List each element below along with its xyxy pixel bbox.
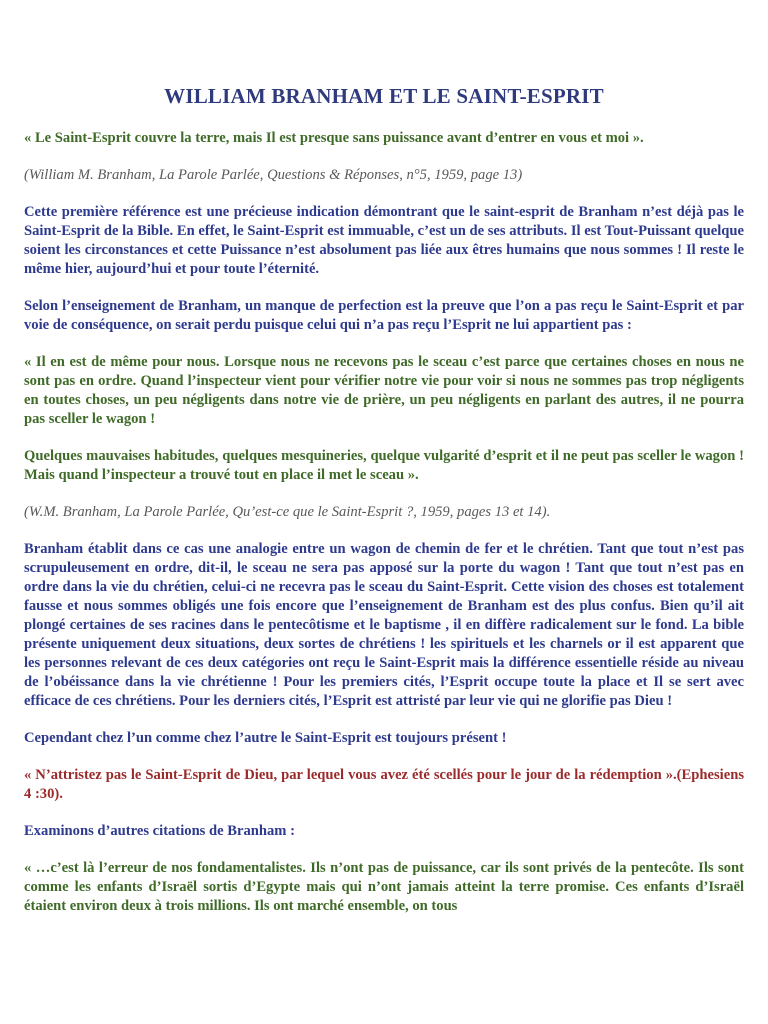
quote-paragraph-2: « Il en est de même pour nous. Lorsque nous ne recevons pas le sceau c’est parce que certaines choses en nous ne sont pas en ordre. Quand l’inspecteur vient pour vérifier notre vie pour voir si nous ne sommes pas trop négligents en toutes choses, un peu négligents dans notre vie de prière, un peu négligents en parlant des autres, il ne pourra pas sceller le wagon ! <box>24 354 744 427</box>
quote-paragraph-1: « Le Saint-Esprit couvre la terre, mais Il est presque sans puissance avant d’entrer en vous et moi ». <box>24 130 644 146</box>
page-title: WILLIAM BRANHAM ET LE SAINT-ESPRIT <box>164 84 604 108</box>
scripture-quote: « N’attristez pas le Saint-Esprit de Dieu, par lequel vous avez été scellés pour le jour de la rédemption ».(Ephesiens 4 :30). <box>24 767 744 802</box>
body-paragraph-1: Cette première référence est une précieuse indication démontrant que le saint-esprit de Branham n’est déjà pas le Saint-Esprit de la Bible. En effet, le Saint-Esprit est immuable, c’est un de ses attributs. Il est Tout-Puissant quelque soient les circonstances et cette Puissance n’est absolument pas liée aux êtres humains que nous sommes ! Il reste le même hier, aujourd’hui et pour toute l’éternité. <box>24 204 745 277</box>
reference-citation-1: (William M. Branham, La Parole Parlée, Questions & Réponses, n°5, 1959, page 13) <box>24 167 523 183</box>
quote-paragraph-4: « …c’est là l’erreur de nos fondamentalistes. Ils n’ont pas de puissance, car ils sont privés de la pentecôte. Ils sont comme les enfants d’Israël sortis d’Egypte mais qui n’ont jamais atteint la terre promise. Ces enfants d’Israël étaient environ deux à trois millions. Ils ont marché ensemble, on tous <box>24 860 744 914</box>
body-paragraph-3: Branham établit dans ce cas une analogie entre un wagon de chemin de fer et le chrétien. Tant que tout n’est pas scrupuleusement en ordre, dit-il, le sceau ne sera pas apposé sur la porte du wagon ! Tant que tout n’est pas en ordre dans la vie du chrétien, celui-ci ne recevra pas le sceau du Saint-Esprit. Cette vision des choses est totalement fausse et nous sommes obligés une fois encore que l’enseignement de Branham est des plus confus. Bien qu’il ait plongé certaines de ses racines dans le pentecôtisme et le baptisme , il en diffère radicalement sur le fond. La bible présente uniquement deux situations, deux sortes de chrétiens ! les spirituels et les charnels or il est apparent que les personnes relevant de ces deux catégories ont reçu le Saint-Esprit mais la différence essentielle réside au niveau de l’obéissance dans la vie chrétienne ! Pour les premiers cités, l’Esprit occupe toute la place et Il se sert avec efficace de ces chrétiens. Pour les derniers cités, l’Esprit est attristé par leur vie qui ne glorifie pas Dieu ! <box>24 541 744 709</box>
body-paragraph-5: Examinons d’autres citations de Branham : <box>24 823 295 839</box>
reference-citation-2: (W.M. Branham, La Parole Parlée, Qu’est-ce que le Saint-Esprit ?, 1959, pages 13 et 14). <box>24 504 551 520</box>
body-paragraph-4: Cependant chez l’un comme chez l’autre le Saint-Esprit est toujours présent ! <box>24 730 507 746</box>
page-bottom-margin <box>0 932 768 1024</box>
quote-paragraph-3: Quelques mauvaises habitudes, quelques mesquineries, quelque vulgarité d’esprit et il ne peut pas sceller le wagon ! Mais quand l’inspecteur a trouvé tout en place il met le sceau ». <box>24 448 744 483</box>
body-paragraph-2: Selon l’enseignement de Branham, un manque de perfection est la preuve que l’on a pas reçu le Saint-Esprit et par voie de conséquence, on serait perdu puisque celui qui n’a pas reçu l’Esprit ne lui appartient pas : <box>24 298 744 333</box>
